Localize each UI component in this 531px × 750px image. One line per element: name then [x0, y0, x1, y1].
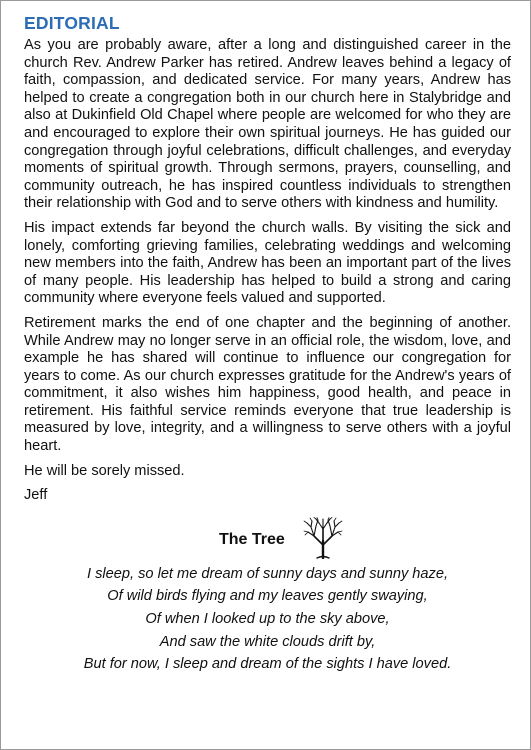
editorial-paragraph: Retirement marks the end of one chapter and the beginning of another. While Andrew may no longer serve in an official role, the wisdom, love, and example he has shared will continue to influence our congregation for years to come. As our church expresses gratitude for the Andrew's years of commitment, it also wishes him happiness, good health, and peace in retirement. His faithful service reminds everyone that true leadership is measured by love, integrity, and a willingness to serve others with a joyful heart. — [24, 314, 511, 455]
poem-title: The Tree — [219, 530, 285, 548]
author-signature: Jeff — [24, 487, 48, 504]
poem-line: But for now, I sleep and dream of the sights I have loved. — [83, 656, 452, 673]
editorial-paragraph: His impact extends far beyond the church walls. By visiting the sick and lonely, comforting grieving families, celebrating weddings and welcoming new members into the faith, Andrew has been an important part of the lives of many people. His leadership has helped to build a strong and caring community where everyone feels valued and supported. — [24, 219, 511, 307]
closing-line: He will be sorely missed. — [24, 462, 185, 479]
poem-body — [24, 563, 511, 676]
poem-header — [24, 525, 511, 567]
tree-icon — [303, 517, 343, 559]
page-content — [24, 13, 511, 676]
poem-line: Of wild birds flying and my leaves gently swaying, — [107, 588, 428, 605]
poem-line: I sleep, so let me dream of sunny days and sunny haze, — [87, 565, 448, 582]
editorial-paragraph: As you are probably aware, after a long and distinguished career in the church Rev. Andrew Parker has retired. Andrew leaves behind a legacy of faith, compassion, and dedicated service. For many years, Andrew has helped to create a congregation both in our church here in Stalybridge and also at Dukinfield Old Chapel where people are welcomed for who they are and encouraged to explore their own spiritual journeys. He has guided our congregation through joyful celebrations, difficult challenges, and everyday moments of spiritual growth. Through sermons, prayers, counselling, and community outreach, he has inspired countless individuals to strengthen their relationship with God and to serve others with kindness and humility. — [24, 37, 511, 212]
editorial-heading: EDITORIAL — [24, 13, 120, 33]
poem-line: And saw the white clouds drift by, — [159, 633, 376, 650]
poem-line: Of when I looked up to the sky above, — [145, 611, 390, 628]
